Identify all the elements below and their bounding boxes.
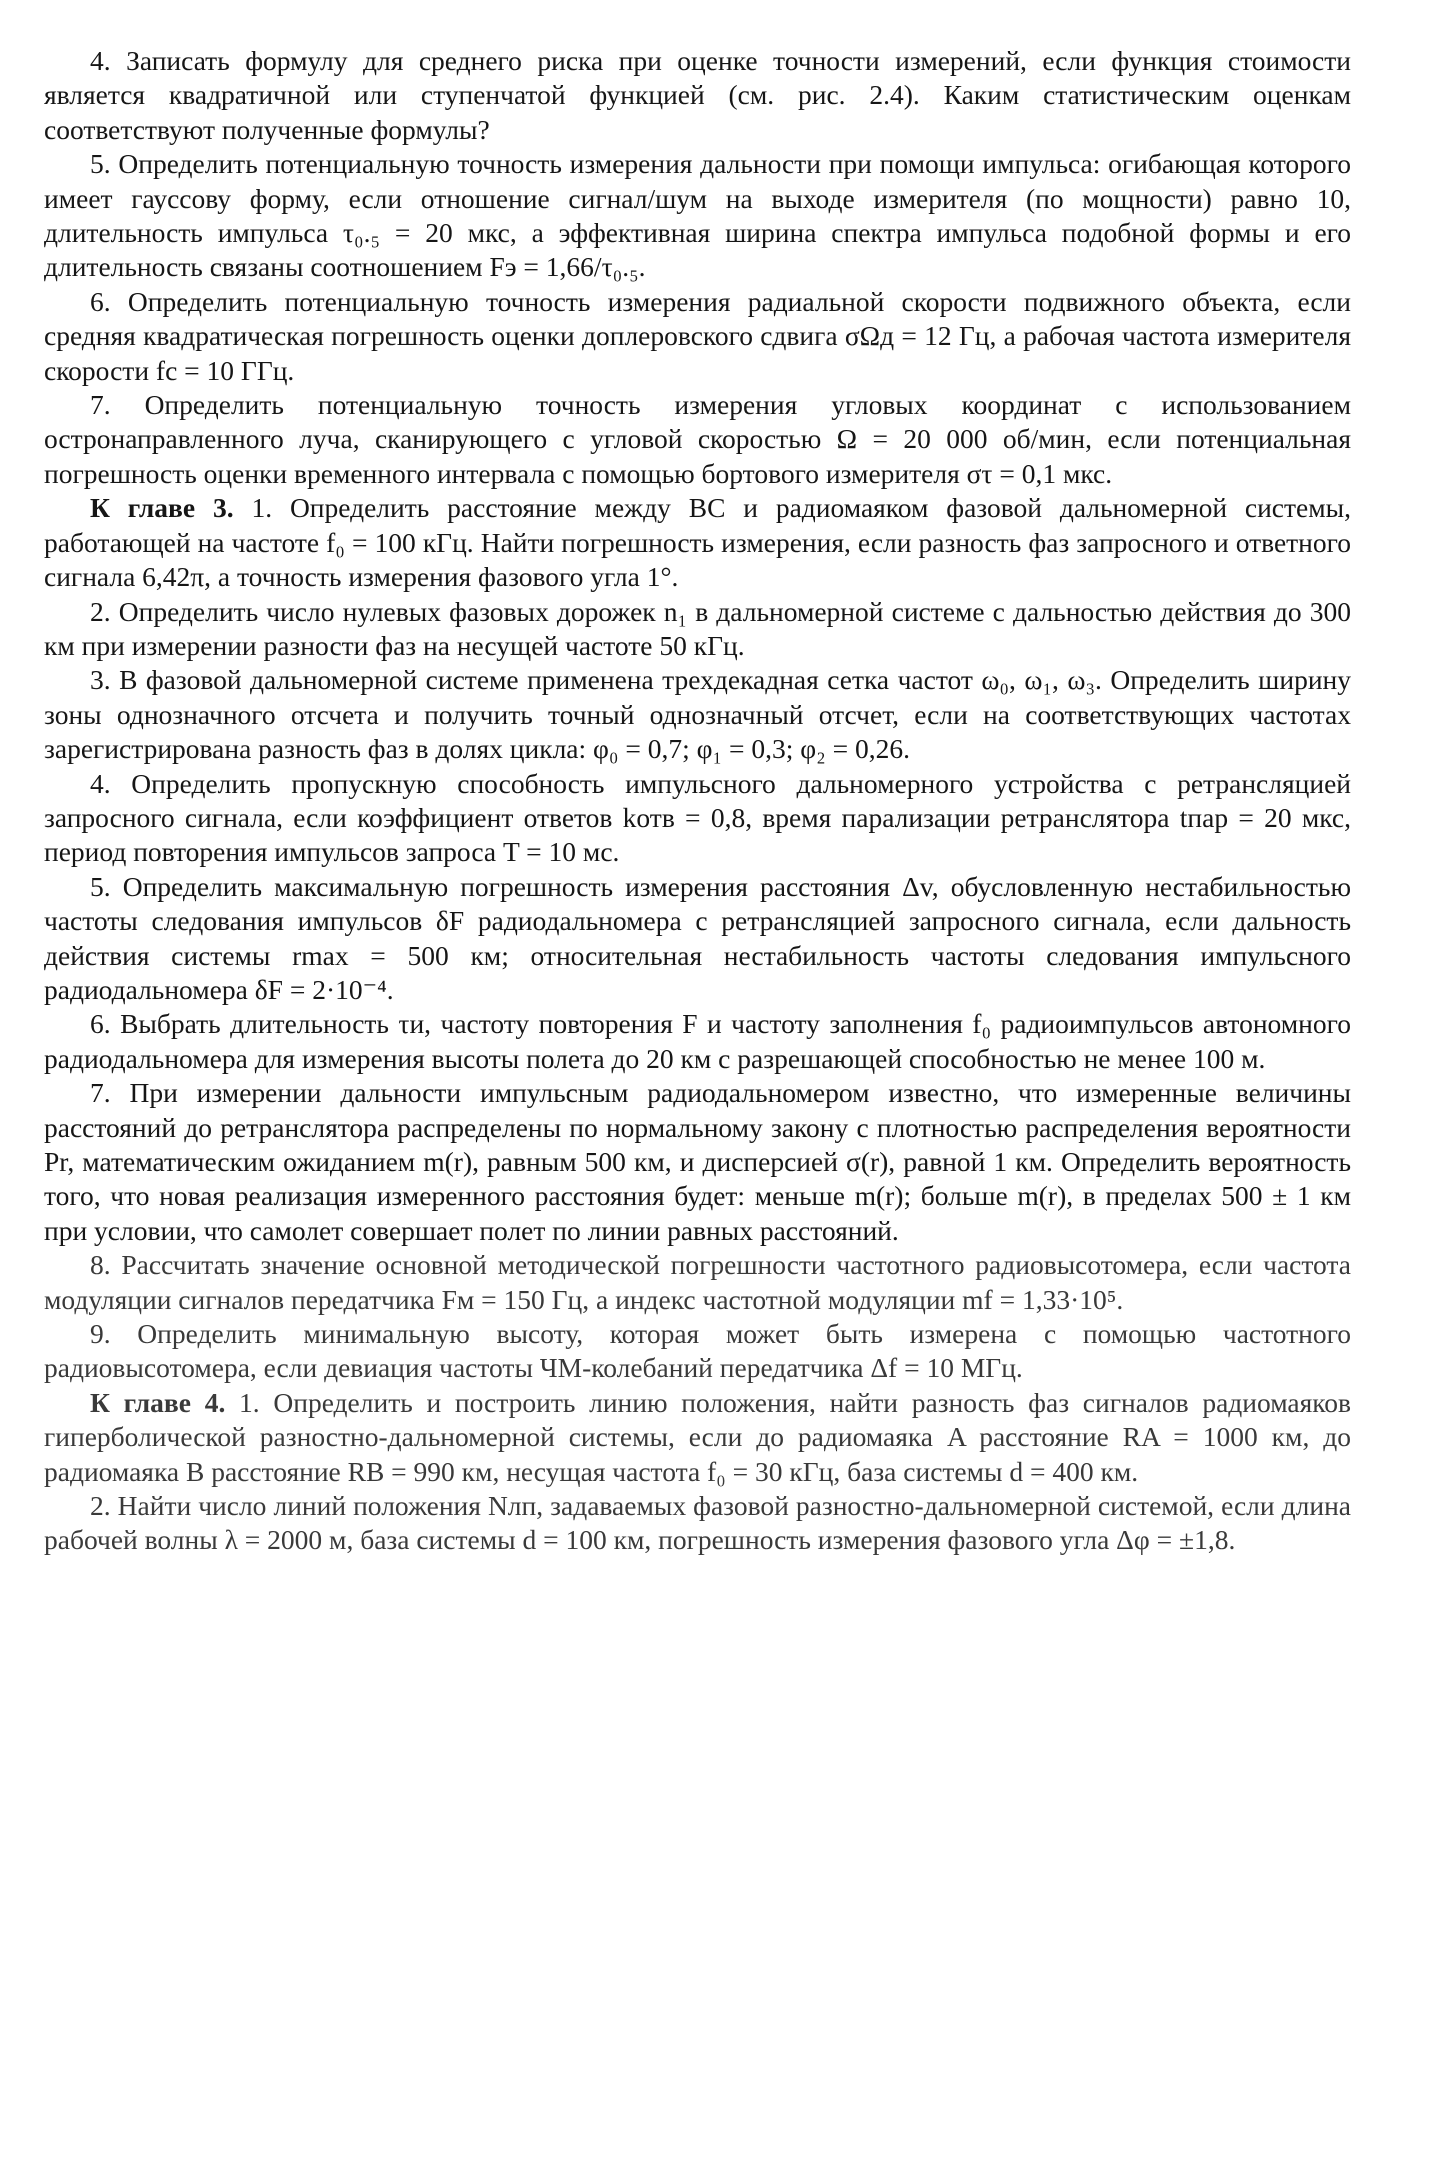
chapter-4-heading-paragraph: К главе 4. 1. Определить и построить линию положения, найти разность фаз сигналов радиомаяков гиперболической разностно-дальномерной системы, если до радиомаяка A расстояние RA = 1000 км, до радиомаяка B расстояние RB = 990 км, несущая частота f₀ = 30 кГц, база системы d = 400 км. [44,1386,1351,1487]
task-paragraph: 2. Найти число линий положения Nлп, задаваемых фазовой разностно-дальномерной системой, если длина рабочей волны λ = 2000 м, база системы d = 100 км, погрешность измерения фазового угла Δφ = ±1,8. [44,1490,1351,1556]
chapter-label: К главе 3. [90,492,234,524]
task-paragraph: 4. Определить пропускную способность импульсного дальномерного устройства с ретрансляцией запросного сигнала, если коэффициент ответов kотв = 0,8, время парализации ретранслятора tпар = 20 мкс, период повторения импульсов запроса T = 10 мс. [44,767,1351,868]
task-paragraph: 4. Записать формулу для среднего риска при оценке точности измерений, если функция стоимости является квадратичной или ступенчатой функцией (см. рис. 2.4). Каким статистическим оценкам соответствуют полученные формулы? [44,45,1351,145]
task-paragraph: 7. При измерении дальности импульсным радиодальномером известно, что измеренные величины расстояний до ретранслятора распределены по нормальному закону с плотностью распределения вероятности Pr, математическим ожиданием m(r), равным 500 км, и дисперсией σ(r), равной 1 км. Определить вероятность того, что новая реализация измеренного расстояния будет: меньше m(r); больше m(r), в пределах 500 ± 1 км при условии, что самолет совершает полет по линии равных расстояний. [44,1077,1351,1246]
task-paragraph: 5. Определить максимальную погрешность измерения расстояния Δv, обусловленную нестабильностью частоты следования импульсов δF радиодальномера с ретрансляцией запросного сигнала, если дальность действия системы rmax = 500 км; относительная нестабильность частоты следования импульсного радиодальномера δF = 2·10⁻⁴. [44,870,1351,1005]
task-paragraph: 7. Определить потенциальную точность измерения угловых координат с использованием остронаправленного луча, сканирующего с угловой скоростью Ω = 20 000 об/мин, если потенциальная погрешность оценки временного интервала с помощью бортового измерителя στ = 0,1 мкс. [44,389,1351,489]
chapter-3-heading-paragraph: К главе 3. 1. Определить расстояние между ВС и радиомаяком фазовой дальномерной системы, работающей на частоте f₀ = 100 кГц. Найти погрешность измерения, если разность фаз запросного и ответного сигнала 6,42π, а точность измерения фазового угла 1°. [44,492,1351,593]
task-paragraph: 8. Рассчитать значение основной методической погрешности частотного радиовысотомера, если частота модуляции сигналов передатчика Fм = 150 Гц, а индекс частотной модуляции mf = 1,33·10⁵. [44,1249,1351,1315]
task-paragraph: 6. Выбрать длительность τи, частоту повторения F и частоту заполнения f₀ радиоимпульсов автономного радиодальномера для измерения высоты полета до 20 км с разрешающей способностью не менее 100 м. [44,1008,1351,1074]
task-paragraph: 3. В фазовой дальномерной системе применена трехдекадная сетка частот ω₀, ω₁, ω₃. Определить ширину зоны однозначного отсчета и получить точный однозначный отсчет, если на соответствующих частотах зарегистрирована разность фаз в долях цикла: φ₀ = 0,7; φ₁ = 0,3; φ₂ = 0,26. [44,664,1351,765]
task-paragraph: 2. Определить число нулевых фазовых дорожек n₁ в дальномерной системе с дальностью действия до 300 км при измерении разности фаз на несущей частоте 50 кГц. [44,595,1351,661]
chapter-label: К главе 4. [90,1386,226,1418]
task-paragraph: 9. Определить минимальную высоту, которая может быть измерена с помощью частотного радиовысотомера, если девиация частоты ЧМ-колебаний передатчика Δf = 10 МГц. [44,1318,1351,1384]
task-paragraph: 6. Определить потенциальную точность измерения радиальной скорости подвижного объекта, если средняя квадратическая погрешность оценки доплеровского сдвига σΩд = 12 Гц, а рабочая частота измерителя скорости fс = 10 ГГц. [44,285,1351,386]
task-paragraph: 5. Определить потенциальную точность измерения дальности при помощи импульса: огибающая которого имеет гауссову форму, если отношение сигнал/шум на выходе измерителя (по мощности) равно 10, длительность импульса τ₀.₅ = 20 мкс, а эффективная ширина спектра импульса подобной формы и его длительность связаны соотношением Fэ = 1,66/τ₀.₅. [44,148,1351,283]
